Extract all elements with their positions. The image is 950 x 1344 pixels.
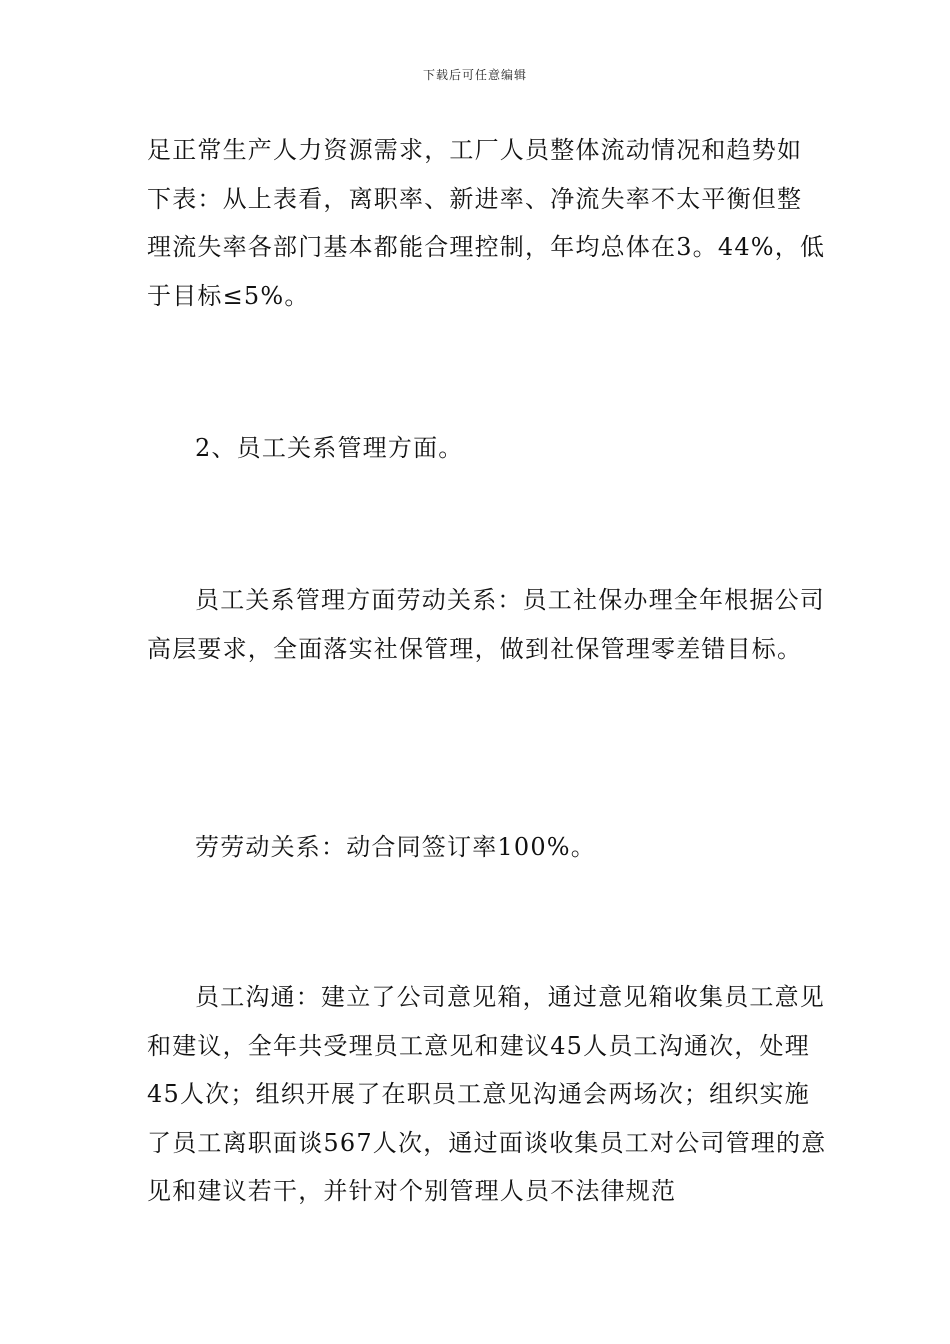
paragraph-employee-communication: 员工沟通：建立了公司意见箱，通过意见箱收集员工意见和建议，全年共受理员工意见和建议45人员工沟通次，处理45人次；组织开展了在职员工意见沟通会两场次；组织实施了员工离职面谈567人次，通过面谈收集员工对公司管理的意见和建议若干，并针对个别管理人员不法律规范: [147, 983, 827, 1205]
section-heading-employee-relations: 2、员工关系管理方面。: [195, 434, 464, 462]
paragraph-turnover-summary: 足正常生产人力资源需求，工厂人员整体流动情况和趋势如下表：从上表看，离职率、新进率、净流失率不太平衡但整理流失率各部门基本都能合理控制，年均总体在3。44%，低于目标≤5%。: [147, 136, 826, 310]
paragraph-contract-signing-rate: 劳劳动关系：动合同签订率100%。: [195, 833, 597, 861]
paragraph-labor-relations-social-security: 员工关系管理方面劳动关系：员工社保办理全年根据公司高层要求，全面落实社保管理，做到社保管理零差错目标。: [147, 586, 825, 663]
page-header-note: 下载后可任意编辑: [422, 68, 527, 82]
